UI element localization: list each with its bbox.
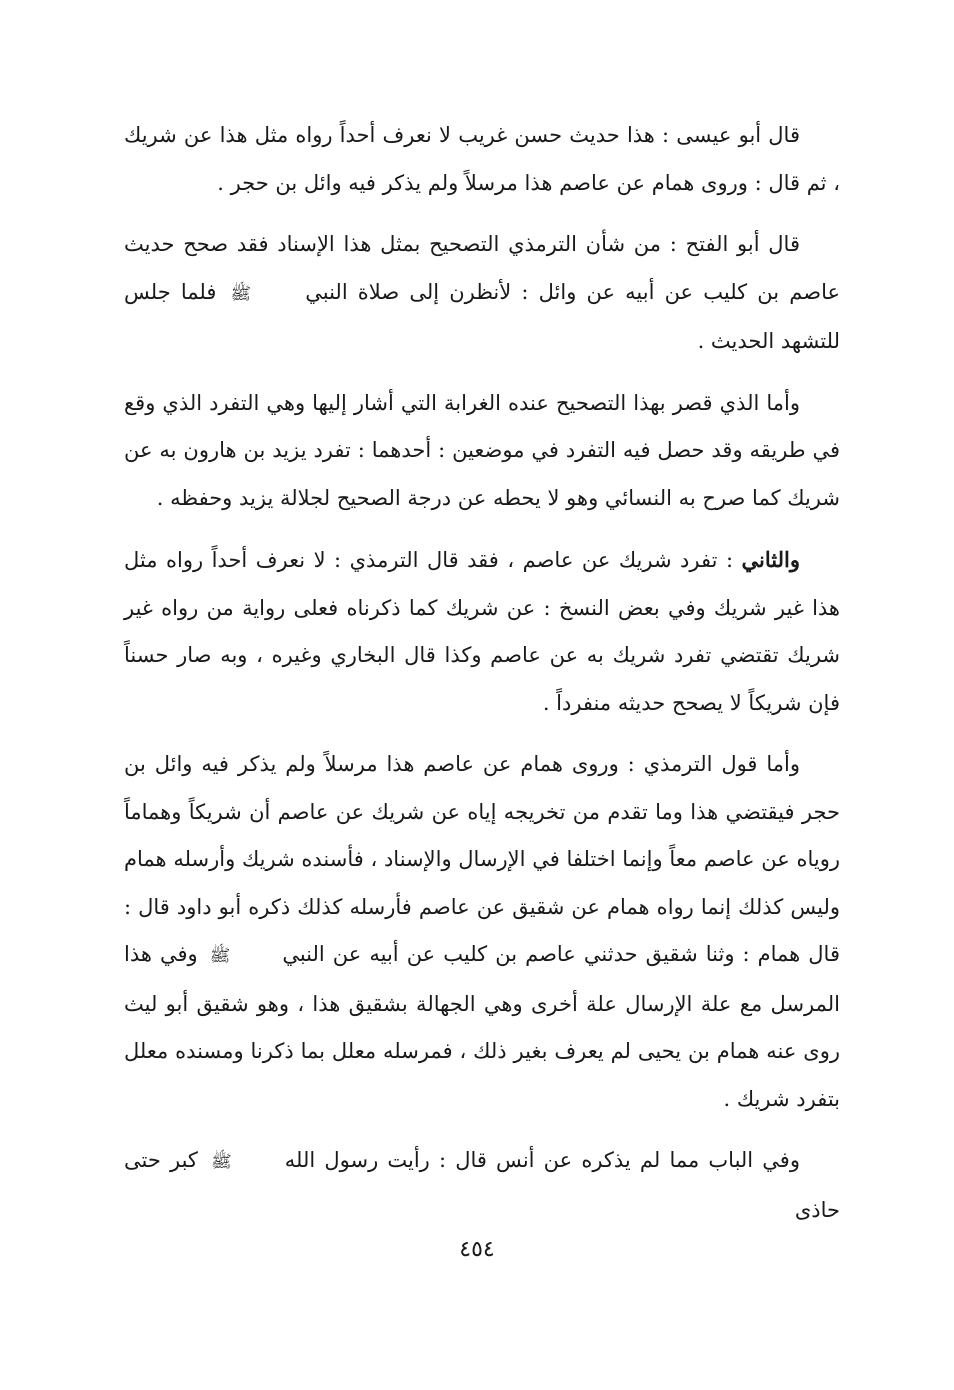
paragraph-text: فلما جلس للتشهد الحديث .	[124, 279, 840, 353]
paragraph-gharaba	[124, 380, 840, 523]
salawat-symbol: ﷺ	[211, 1152, 232, 1172]
body-text	[124, 112, 840, 1238]
paragraph-anas	[124, 1137, 840, 1234]
paragraph-text: : تفرد شريك عن عاصم ، فقد قال الترمذي : لا نعرف أحداً رواه مثل هذا غير شريك وفي بعض النسخ : عن شريك كما ذكرناه فعلى رواية من رواه غير شريك تقتضي تفرد شريك به عن عاصم وكذا قال البخاري وغيره ، وبه صار حسناً فإن شريكاً لا يصحح حديثه منفرداً .	[124, 548, 840, 715]
paragraph-text: وفي الباب مما لم يذكره عن أنس قال : رأيت رسول الله	[284, 1148, 800, 1172]
paragraph-text: وفي هذا المرسل مع علة الإرسال علة أخرى وهي الجهالة بشقيق هذا ، وهو شقيق أبو ليث روى عنه همام بن يحيى لم يعرف بغير ذلك ، فمرسله معلل بما ذكرنا ومسنده معلل بتفرد شريك .	[124, 942, 840, 1111]
paragraph-hammam	[124, 741, 840, 1123]
paragraph-text: كبر حتى حاذى	[124, 1148, 840, 1222]
paragraph-text: وأما الذي قصر بهذا التصحيح عنده الغرابة التي أشار إليها وهي التفرد الذي وقع في طريقه وقد حصل فيه التفرد في موضعين : أحدهما : تفرد يزيد بن هارون به عن شريك كما صرح به النسائي وهو لا يحطه عن درجة الصحيح لجلالة يزيد وحفظه .	[124, 390, 840, 510]
paragraph-text: قال أبو الفتح : من شأن الترمذي التصحيح بمثل هذا الإسناد فقد صحح حديث عاصم بن كليب عن أبيه عن وائل : لأنظرن إلى صلاة النبي	[124, 232, 840, 304]
paragraph-second	[124, 536, 840, 727]
paragraph-text: قال أبو عيسى : هذا حديث حسن غريب لا نعرف أحداً رواه مثل هذا عن شريك ، ثم قال : وروى همام عن عاصم هذا مرسلاً ولم يذكر فيه وائل بن حجر .	[124, 123, 840, 195]
paragraph-text: وأما قول الترمذي : وروى همام عن عاصم هذا مرسلاً ولم يذكر فيه وائل بن حجر فيقتضي هذا وما تقدم من تخريجه إياه عن شريك عن عاصم أن شريكاً وهماماً روياه عن عاصم معاً وإنما اختلفا في الإرسال والإسناد ، فأسنده شريك وأرسله همام وليس كذلك إنما رواه همام عن شقيق عن عاصم فأرسله كذلك ذكره أبو داود قال : قال همام : وثنا شقيق حدثني عاصم بن كليب عن أبيه عن النبي	[124, 752, 841, 966]
paragraph-abu-isa	[124, 112, 840, 207]
paragraph-lead: والثاني	[741, 547, 800, 572]
salawat-symbol: ﷺ	[230, 283, 252, 304]
paragraph-abu-alfath	[124, 221, 840, 366]
page-number: ٤٥٤	[459, 1237, 495, 1262]
salawat-symbol: ﷺ	[209, 946, 231, 966]
